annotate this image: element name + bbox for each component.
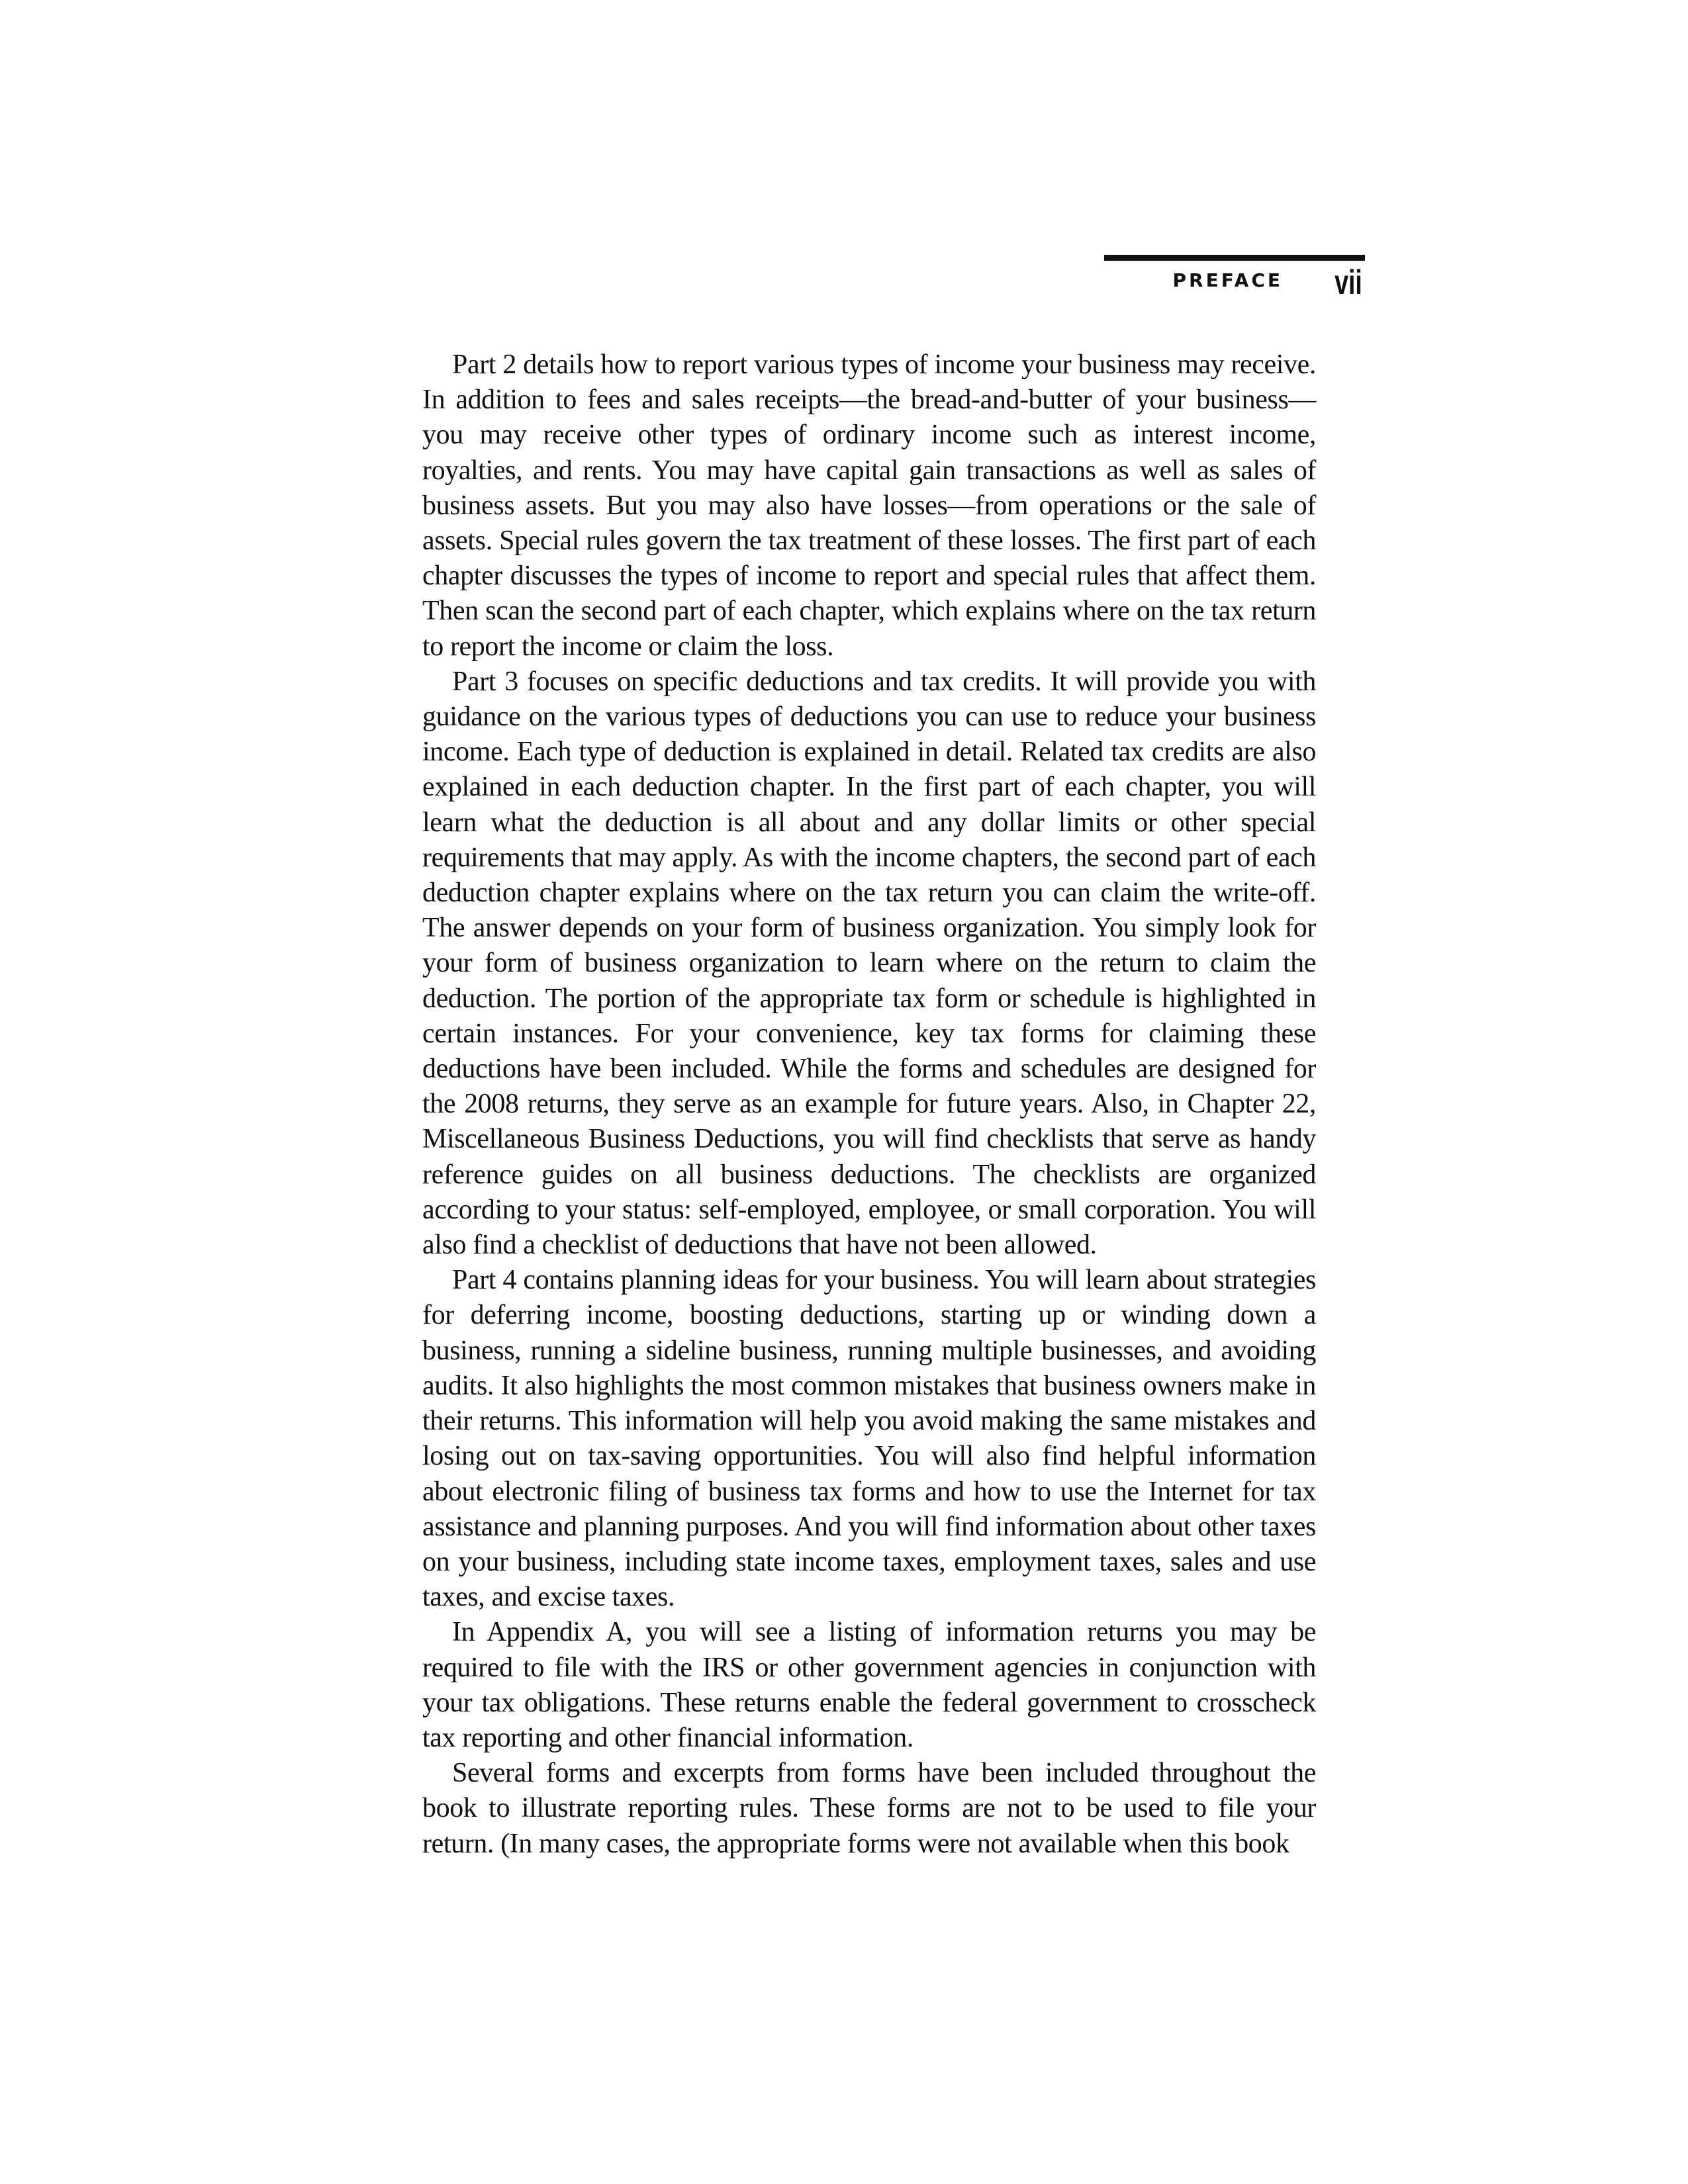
page-number: vii [1335, 263, 1362, 302]
header-rule [1104, 255, 1365, 261]
paragraph-appendix-a: In Appendix A, you will see a listing of information returns you may be required to file with the IRS or other government agencies in conjunction with your tax obligations. These returns enable the federal government to crosscheck tax reporting and other financial information. [422, 1617, 1316, 1753]
body-text [422, 347, 1316, 1862]
running-head: PREFACE [1172, 269, 1283, 291]
paragraph-part-3: Part 3 focuses on specific deductions and tax credits. It will provide you with guidance on the various types of deductions you can use to reduce your business income. Each type of deduction is explained in detail. Related tax credits are also explained in each deduction chapter. In the first part of each chapter, you will learn what the deduction is all about and any dollar limits or other special requirements that may apply. As with the income chapters, the second part of each deduction chapter explains where on the tax return you can claim the write-off. The answer depends on your form of business organization. You simply look for your form of business organization to learn where on the return to claim the deduction. The portion of the appropriate tax form or schedule is highlighted in certain instances. For your convenience, key tax forms for claiming these deductions have been included. While the forms and schedules are designed for the 2008 returns, they serve as an example for future years. Also, in Chapter 22, Miscellaneous Business Deductions, you will find checklists that serve as handy reference guides on all business deductions. The checklists are organized according to your status: self-employed, employee, or small corporation. You will also find a checklist of deductions that have not been allowed. [422, 666, 1316, 1261]
paragraph-part-4: Part 4 contains planning ideas for your business. You will learn about strategies for deferring income, boosting deductions, starting up or winding down a business, running a sideline business, running multiple businesses, and avoiding audits. It also highlights the most common mistakes that business owners make in their returns. This information will help you avoid making the same mistakes and losing out on tax-saving opportunities. You will also find helpful information about electronic filing of business tax forms and how to use the Internet for tax assistance and planning purposes. And you will find information about other taxes on your business, including state income taxes, employment taxes, sales and use taxes, and excise taxes. [422, 1265, 1316, 1613]
page-header [1104, 255, 1365, 308]
paragraph-part-2: Part 2 details how to report various types of income your business may receive. In addition to fees and sales receipts—the bread-and-butter of your business—you may receive other types of ordinary income such as interest income, royalties, and rents. You may have capital gain transactions as well as sales of business assets. But you may also have losses—from operations or the sale of assets. Special rules govern the tax treatment of these losses. The first part of each chapter discusses the types of income to report and special rules that affect them. Then scan the second part of each chapter, which explains where on the tax return to report the income or claim the loss. [422, 349, 1316, 662]
paragraph-forms: Several forms and excerpts from forms have been included throughout the book to illustrate reporting rules. These forms are not to be used to file your return. (In many cases, the appropriate forms were not available when this book [422, 1758, 1316, 1859]
